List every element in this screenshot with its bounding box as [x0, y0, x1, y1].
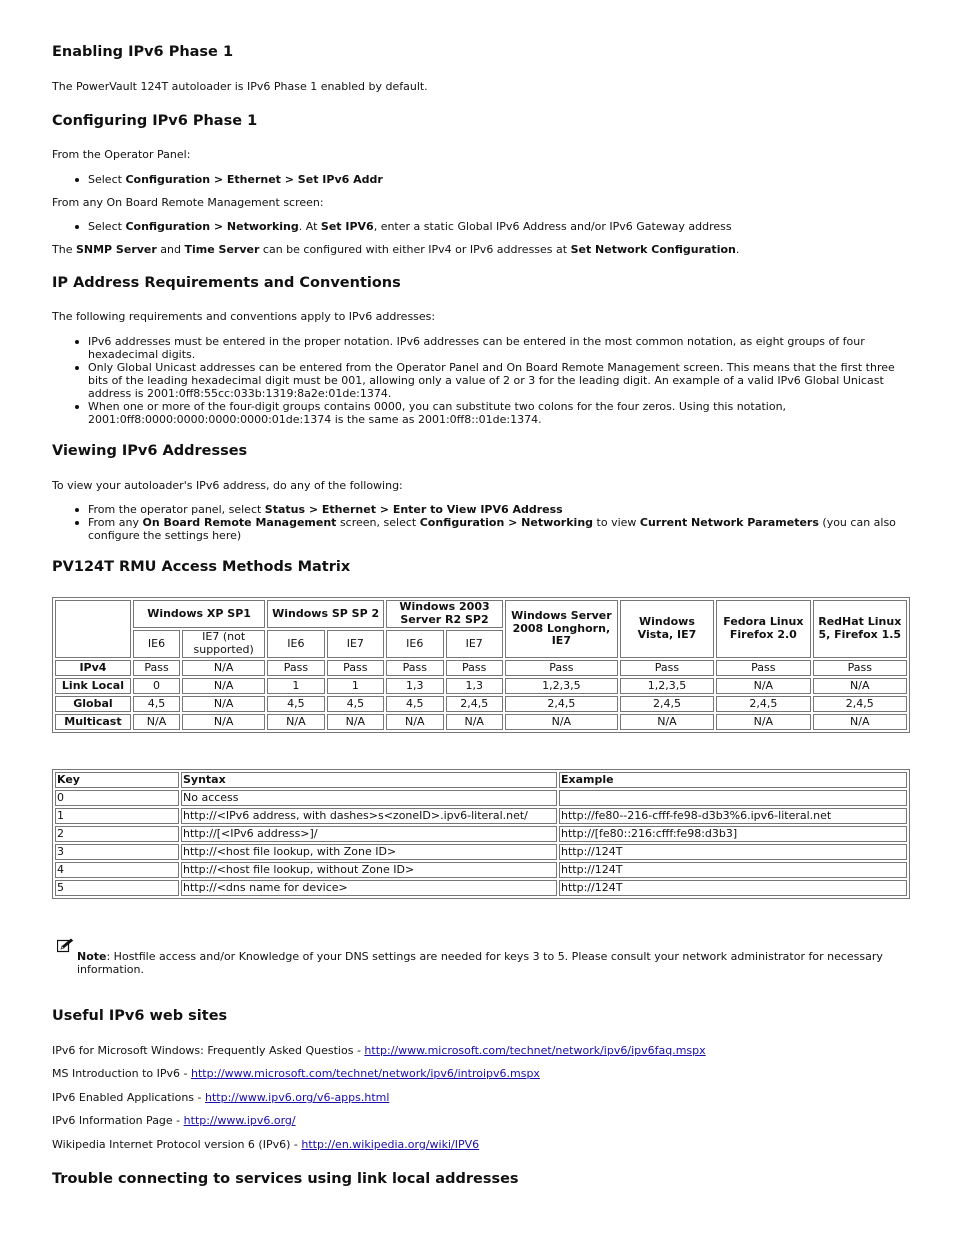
matrix-header-os: Fedora Linux Firefox 2.0: [716, 600, 810, 658]
list-item: IPv6 addresses must be entered in the proper notation. IPv6 addresses can be entered in the most common notation, as eight groups of four hexadecimal digits.: [88, 335, 910, 361]
heading-viewing-ipv6: Viewing IPv6 Addresses: [52, 443, 248, 459]
heading-configuring-ipv6: Configuring IPv6 Phase 1: [52, 113, 258, 129]
matrix-header-os: Windows Vista, IE7: [620, 600, 714, 658]
operator-panel-label: From the Operator Panel:: [52, 148, 191, 161]
remote-management-label: From any On Board Remote Management screen:: [52, 196, 324, 209]
matrix-row: Global 4,5 N/A 4,5 4,5 4,5 2,4,5 2,4,5 2,4,5 2,4,5 2,4,5: [55, 696, 907, 712]
access-methods-matrix: [52, 597, 910, 733]
list-item: From the operator panel, select Status > Ethernet > Enter to View IPV6 Address: [88, 503, 910, 516]
operator-panel-list: [52, 173, 910, 186]
matrix-corner: [55, 600, 131, 658]
site-item: IPv6 for Microsoft Windows: Frequently Asked Questios - http://www.microsoft.com/technet/network/ipv6/ipv6faq.mspx: [52, 1044, 706, 1057]
remote-management-list: [52, 220, 910, 233]
matrix-subheader: IE6: [267, 630, 324, 658]
matrix-row: Multicast N/A N/A N/A N/A N/A N/A N/A N/A N/A N/A: [55, 714, 907, 730]
matrix-subheader: IE6: [386, 630, 443, 658]
table-row: 1 http://<IPv6 address, with dashes>s<zoneID>.ipv6-literal.net/ http://fe80--216-cfff-fe98-d3b3%6.ipv6-literal.net: [55, 808, 907, 824]
site-link[interactable]: http://en.wikipedia.org/wiki/IPV6: [301, 1138, 480, 1151]
heading-useful-sites: Useful IPv6 web sites: [52, 1008, 228, 1024]
list-item: Select Configuration > Networking. At Set IPV6, enter a static Global IPv6 Address and/or IPv6 Gateway address: [88, 220, 910, 233]
site-item: Wikipedia Internet Protocol version 6 (IPv6) - http://en.wikipedia.org/wiki/IPV6: [52, 1138, 480, 1151]
matrix-subheader: IE7: [446, 630, 503, 658]
matrix-header-os: RedHat Linux 5, Firefox 1.5: [813, 600, 907, 658]
heading-access-matrix: PV124T RMU Access Methods Matrix: [52, 559, 351, 575]
table-row: 0 No access: [55, 790, 907, 806]
matrix-header-group: Windows 2003 Server R2 SP2: [386, 600, 503, 628]
matrix-header-group: Windows SP SP 2: [267, 600, 384, 628]
site-link[interactable]: http://www.ipv6.org/v6-apps.html: [205, 1091, 390, 1104]
viewing-list: [52, 503, 910, 542]
matrix-subheader: IE7 (not supported): [182, 630, 265, 658]
matrix-subheader: IE6: [133, 630, 180, 658]
list-item: From any On Board Remote Management screen, select Configuration > Networking to view Current Network Parameters (you can also configure the settings here): [88, 516, 910, 542]
table-row: 5 http://<dns name for device> http://124T: [55, 880, 907, 896]
site-link[interactable]: http://www.microsoft.com/technet/network/ipv6/ipv6faq.mspx: [364, 1044, 706, 1057]
snmp-text: The SNMP Server and Time Server can be configured with either IPv4 or IPv6 addresses at Set Network Configuration.: [52, 243, 740, 256]
heading-link-local-trouble: Trouble connecting to services using link local addresses: [52, 1171, 519, 1187]
table-row: 4 http://<host file lookup, without Zone ID> http://124T: [55, 862, 907, 878]
note-text: Note: Hostfile access and/or Knowledge of your DNS settings are needed for keys 3 to 5. Please consult your network administrator for necessary information.: [77, 950, 883, 976]
site-item: MS Introduction to IPv6 - http://www.microsoft.com/technet/network/ipv6/introipv6.mspx: [52, 1067, 540, 1080]
list-item: Only Global Unicast addresses can be entered from the Operator Panel and On Board Remote Management screen. This means that the first three bits of the leading hexadecimal digit must be 001, allowing only a value of 2 or 3 for the leading digit. An example of a valid IPv6 Global Unicast address is 2001:0ff8:55cc:033b:1319:8a2e:01de:1374.: [88, 361, 910, 400]
matrix-row: IPv4 Pass N/A Pass Pass Pass Pass Pass Pass Pass Pass: [55, 660, 907, 676]
site-link[interactable]: http://www.microsoft.com/technet/network/ipv6/introipv6.mspx: [190, 1067, 540, 1080]
note-pencil-icon: [57, 938, 74, 953]
list-item: Select Configuration > Ethernet > Set IPv6 Addr: [88, 173, 910, 186]
matrix-header-group: Windows XP SP1: [133, 600, 265, 628]
enabling-text: The PowerVault 124T autoloader is IPv6 Phase 1 enabled by default.: [52, 80, 428, 93]
matrix-row: Link Local 0 N/A 1 1 1,3 1,3 1,2,3,5 1,2,3,5 N/A N/A: [55, 678, 907, 694]
table-row: 3 http://<host file lookup, with Zone ID> http://124T: [55, 844, 907, 860]
heading-ip-requirements: IP Address Requirements and Conventions: [52, 275, 401, 291]
requirements-list: [52, 335, 910, 426]
table-row: 2 http://[<IPv6 address>]/ http://[fe80::216:cfff:fe98:d3b3]: [55, 826, 907, 842]
list-item: When one or more of the four-digit groups contains 0000, you can substitute two colons for the four zeros. Using this notation, 2001:0ff8:0000:0000:0000:0000:01de:1374 is the same as 2001:0ff8::01de:1374.: [88, 400, 910, 426]
matrix-subheader: IE7: [327, 630, 384, 658]
site-item: IPv6 Information Page - http://www.ipv6.org/: [52, 1114, 296, 1127]
key-table-header: Key Syntax Example: [55, 772, 907, 788]
site-item: IPv6 Enabled Applications - http://www.ipv6.org/v6-apps.html: [52, 1091, 390, 1104]
viewing-intro: To view your autoloader's IPv6 address, do any of the following:: [52, 479, 403, 492]
heading-enabling-ipv6: Enabling IPv6 Phase 1: [52, 44, 234, 60]
site-link[interactable]: http://www.ipv6.org/: [183, 1114, 296, 1127]
key-table: [52, 769, 910, 899]
matrix-header-os: Windows Server 2008 Longhorn, IE7: [505, 600, 618, 658]
requirements-intro: The following requirements and conventions apply to IPv6 addresses:: [52, 310, 436, 323]
